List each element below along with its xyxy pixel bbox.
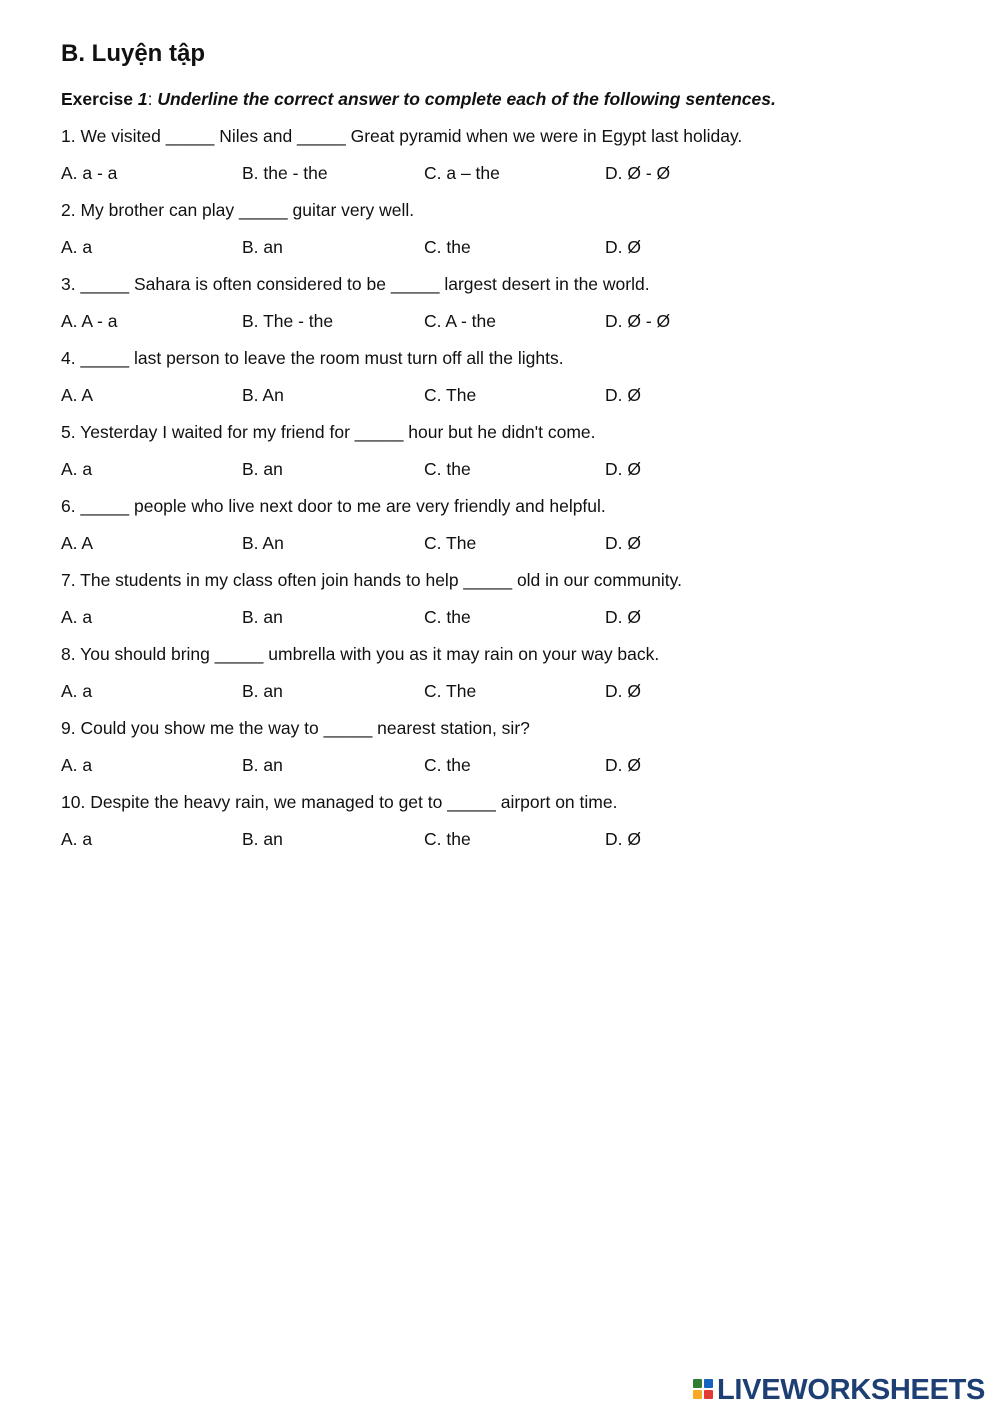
question-text: 5. Yesterday I waited for my friend for _____ hour but he didn't come.: [61, 422, 596, 442]
option-b[interactable]: B. an: [242, 607, 283, 627]
option-c[interactable]: C. a – the: [424, 163, 500, 183]
answer-options: [61, 827, 861, 851]
logo-square-icon: [704, 1390, 713, 1399]
option-a[interactable]: A. a: [61, 607, 93, 627]
answer-options: [61, 309, 861, 333]
option-c[interactable]: C. The: [424, 681, 477, 701]
question-text: 2. My brother can play _____ guitar very well.: [61, 200, 415, 220]
section-title: B. Luyện tập: [61, 40, 206, 67]
option-d[interactable]: D. Ø: [605, 681, 641, 701]
option-c[interactable]: C. The: [424, 385, 477, 405]
question-2: [61, 198, 961, 272]
question-text: 7. The students in my class often join hands to help _____ old in our community.: [61, 570, 682, 590]
option-a[interactable]: A. a: [61, 829, 93, 849]
exercise-heading: [61, 87, 776, 111]
exercise-label: Exercise: [61, 89, 138, 109]
option-a[interactable]: A. a: [61, 237, 93, 257]
option-b[interactable]: B. The - the: [242, 311, 334, 331]
question-4: [61, 346, 961, 420]
answer-options: [61, 753, 861, 777]
question-text: 3. _____ Sahara is often considered to be _____ largest desert in the world.: [61, 274, 650, 294]
answer-options: [61, 383, 861, 407]
question-1: [61, 124, 961, 198]
question-6: [61, 494, 961, 568]
option-d[interactable]: D. Ø - Ø: [605, 163, 671, 183]
option-a[interactable]: A. A - a: [61, 311, 118, 331]
question-text: 4. _____ last person to leave the room must turn off all the lights.: [61, 348, 564, 368]
logo-square-icon: [693, 1379, 702, 1388]
option-d[interactable]: D. Ø: [605, 533, 641, 553]
option-a[interactable]: A. a: [61, 681, 93, 701]
option-c[interactable]: C. A - the: [424, 311, 496, 331]
option-d[interactable]: D. Ø: [605, 607, 641, 627]
option-b[interactable]: B. An: [242, 385, 284, 405]
option-c[interactable]: C. The: [424, 533, 477, 553]
option-d[interactable]: D. Ø: [605, 237, 641, 257]
option-b[interactable]: B. An: [242, 533, 284, 553]
option-d[interactable]: D. Ø - Ø: [605, 311, 671, 331]
logo-text: LIVEWORKSHEETS: [717, 1374, 986, 1406]
liveworksheets-logo-icon: [693, 1379, 715, 1401]
option-c[interactable]: C. the: [424, 755, 471, 775]
option-d[interactable]: D. Ø: [605, 829, 641, 849]
answer-options: [61, 605, 861, 629]
exercise-instruction: Underline the correct answer to complete each of the following sentences.: [157, 89, 776, 109]
option-c[interactable]: C. the: [424, 237, 471, 257]
option-a[interactable]: A. A: [61, 533, 94, 553]
option-b[interactable]: B. an: [242, 755, 283, 775]
option-b[interactable]: B. the - the: [242, 163, 328, 183]
logo-square-icon: [704, 1379, 713, 1388]
option-d[interactable]: D. Ø: [605, 385, 641, 405]
option-b[interactable]: B. an: [242, 829, 283, 849]
answer-options: [61, 679, 861, 703]
question-text: 6. _____ people who live next door to me are very friendly and helpful.: [61, 496, 606, 516]
option-a[interactable]: A. a - a: [61, 163, 118, 183]
logo-square-icon: [693, 1390, 702, 1399]
option-c[interactable]: C. the: [424, 459, 471, 479]
answer-options: [61, 161, 861, 185]
option-a[interactable]: A. A: [61, 385, 94, 405]
answer-options: [61, 531, 861, 555]
question-text: 10. Despite the heavy rain, we managed to get to _____ airport on time.: [61, 792, 618, 812]
liveworksheets-logo: [693, 1374, 986, 1406]
question-text: 9. Could you show me the way to _____ nearest station, sir?: [61, 718, 530, 738]
option-b[interactable]: B. an: [242, 681, 283, 701]
option-a[interactable]: A. a: [61, 755, 93, 775]
option-b[interactable]: B. an: [242, 237, 283, 257]
exercise-separator: :: [147, 89, 158, 109]
question-5: [61, 420, 961, 494]
question-10: [61, 790, 961, 864]
exercise-number: 1: [137, 89, 148, 109]
option-b[interactable]: B. an: [242, 459, 283, 479]
option-a[interactable]: A. a: [61, 459, 93, 479]
question-text: 8. You should bring _____ umbrella with you as it may rain on your way back.: [61, 644, 660, 664]
question-9: [61, 716, 961, 790]
question-3: [61, 272, 961, 346]
question-list: [61, 124, 961, 864]
answer-options: [61, 235, 861, 259]
question-7: [61, 568, 961, 642]
question-8: [61, 642, 961, 716]
option-d[interactable]: D. Ø: [605, 755, 641, 775]
answer-options: [61, 457, 861, 481]
question-text: 1. We visited _____ Niles and _____ Great pyramid when we were in Egypt last holiday.: [61, 126, 743, 146]
option-c[interactable]: C. the: [424, 829, 471, 849]
option-c[interactable]: C. the: [424, 607, 471, 627]
option-d[interactable]: D. Ø: [605, 459, 641, 479]
